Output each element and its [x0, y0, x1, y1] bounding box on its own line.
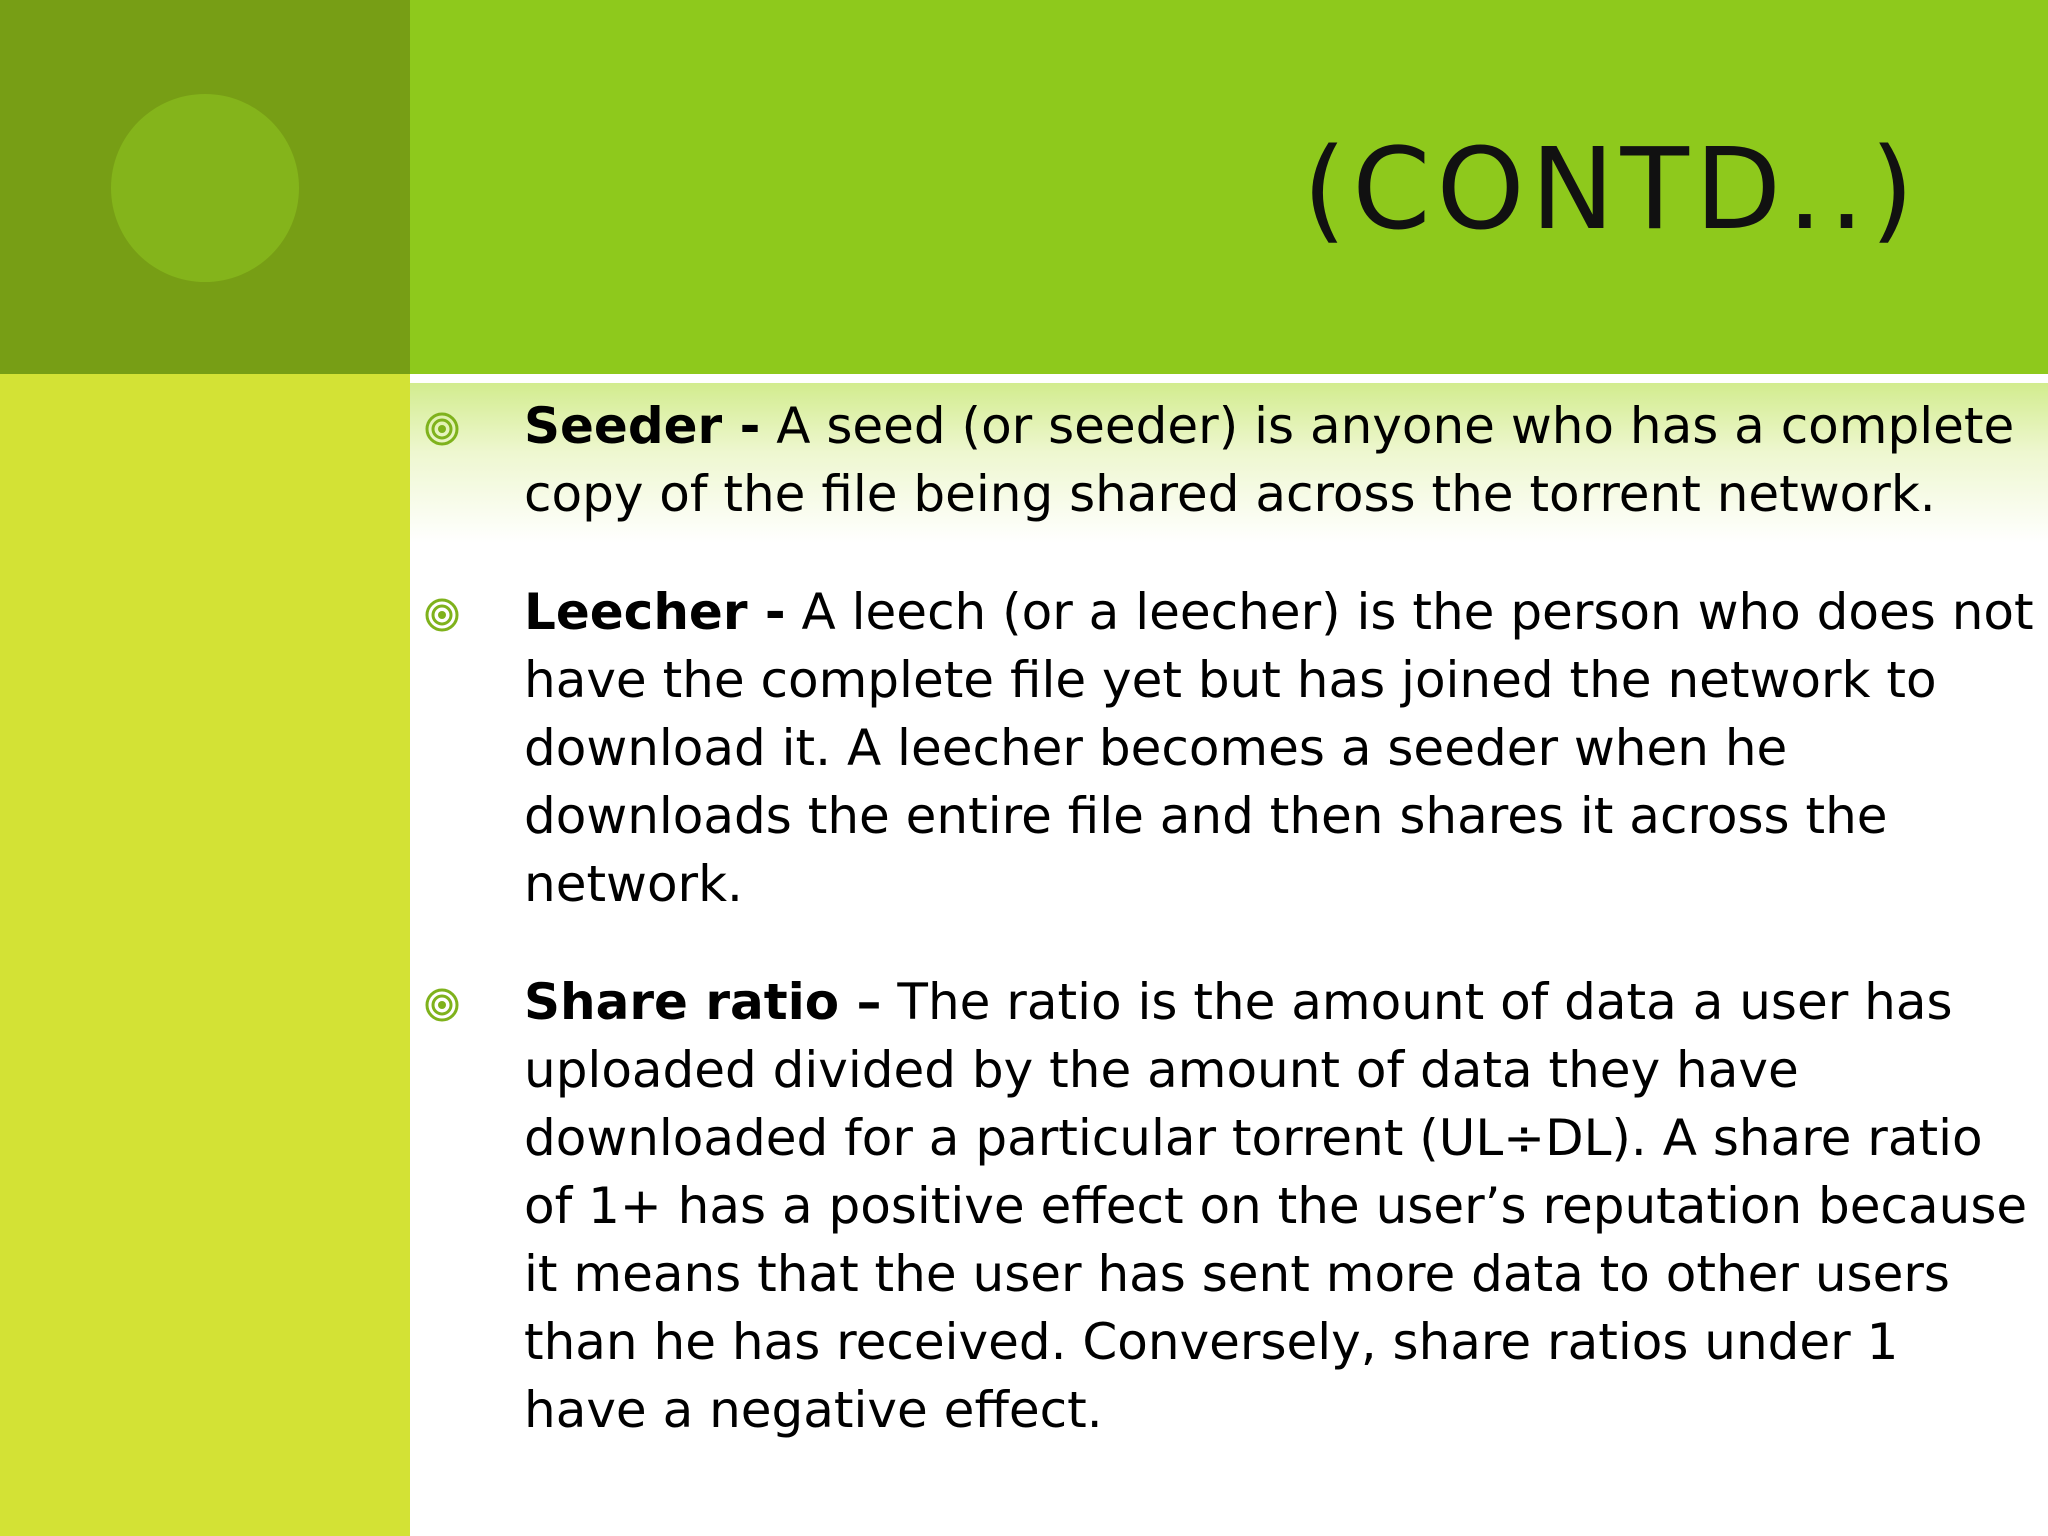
concentric-circle-bullet-icon: [424, 987, 460, 1023]
corner-decoration-block: [0, 0, 410, 374]
concentric-circle-bullet-icon: [424, 597, 460, 633]
bullet-item-leecher: [424, 578, 2034, 918]
bullet-term: Share ratio –: [524, 973, 882, 1031]
bullet-item-share-ratio: [424, 968, 2034, 1444]
header-divider: [410, 374, 2048, 383]
bullet-term: Seeder -: [524, 397, 761, 455]
bullet-text: A seed (or seeder) is anyone who has a complete copy of the file being shared across the torrent network.: [524, 397, 2015, 523]
concentric-circle-bullet-icon: [424, 411, 460, 447]
bullet-text: The ratio is the amount of data a user has uploaded divided by the amount of data they have downloaded for a particular torrent (UL÷DL). A share ratio of 1+ has a positive effect on the user’s reputation because it means that the user has sent more data to other users than he has received. Conversely, share ratios under 1 have a negative effect.: [524, 973, 2028, 1439]
bullet-term: Leecher -: [524, 583, 786, 641]
slide-title: (CONTD..): [1302, 125, 1920, 255]
title-band: [410, 0, 2048, 374]
bullet-list: [424, 392, 2034, 1494]
bullet-item-seeder: [424, 392, 2034, 528]
bullet-text: A leech (or a leecher) is the person who does not have the complete file yet but has joined the network to download it. A leecher becomes a seeder when he downloads the entire file and then shares it across the network.: [524, 583, 2034, 913]
left-sidebar-band: [0, 374, 410, 1536]
decorative-circle: [111, 94, 299, 282]
